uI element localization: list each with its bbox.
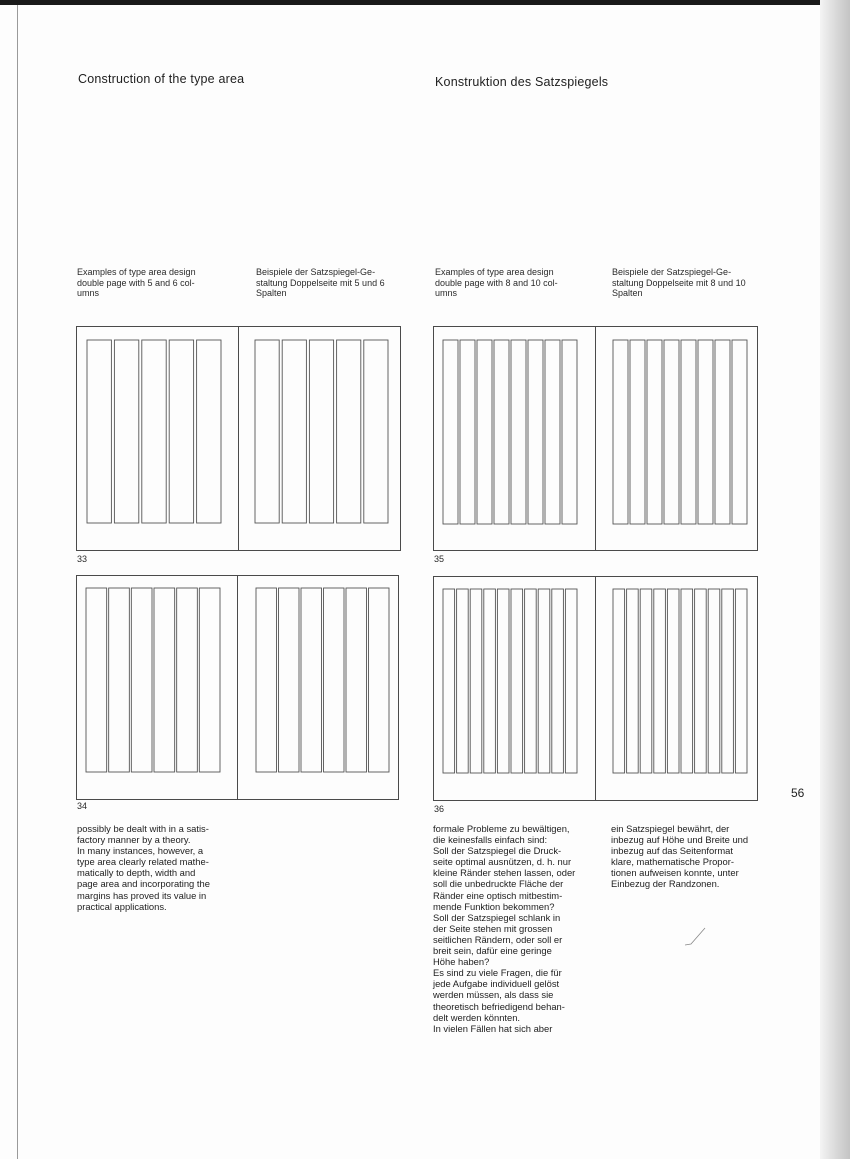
figure-36-double-page xyxy=(433,576,759,802)
type-column-right-3 xyxy=(640,589,652,773)
body-text-english: possibly be dealt with in a satis- factory manner by a theory. In many instances, however, a type area clearly related mathe- matically to depth, width and page area and incorporating the margins has proved its value in practical applications. xyxy=(77,823,210,912)
type-column-left-6 xyxy=(511,589,523,773)
type-column-right-8 xyxy=(732,340,747,524)
figure-number-34: 34 xyxy=(77,801,88,811)
type-column-right-2 xyxy=(627,589,639,773)
caption-examples-5-6-en: Examples of type area design double page with 5 and 6 col- umns xyxy=(77,267,196,299)
type-column-left-2 xyxy=(114,340,138,523)
type-column-left-2 xyxy=(109,588,130,772)
type-column-left-1 xyxy=(86,588,107,772)
body-text-german-col2: ein Satzspiegel bewährt, der inbezug auf Höhe und Breite und inbezug auf das Seitenformat klare, mathematische Propor- tionen aufweisen konnte, unter Einbezug der Randzonen. xyxy=(611,823,749,890)
body-text-german-col1: formale Probleme zu bewältigen, die keinesfalls einfach sind: Soll der Satzspiegel die Druck- seite optimal ausnützen, d. h. nur kleine Ränder stehen lassen, oder soll die unbedruckte Fläche der Ränder eine optisch mitbestim- mende Funktion bekommen? Soll der Satzspiegel schlank in der Seite stehen mit grossen seitlichen Rändern, oder soll er breit sein, dafür eine geringe Höhe haben? Es sind zu viele Fragen, die für jede Aufgabe individuell gelöst werden müssen, als dass sie theoretisch befriedigend behan- delt werden könnten. In vielen Fällen hat sich aber xyxy=(433,823,576,1034)
type-column-right-3 xyxy=(301,588,322,772)
figure-number-33: 33 xyxy=(77,554,88,564)
type-column-right-4 xyxy=(324,588,345,772)
type-column-right-1 xyxy=(613,589,625,773)
type-column-left-3 xyxy=(142,340,166,523)
type-column-right-7 xyxy=(695,589,707,773)
type-column-right-6 xyxy=(698,340,713,524)
type-column-left-2 xyxy=(460,340,475,524)
caption-examples-5-6-de: Beispiele der Satzspiegel-Ge- staltung Doppelseite mit 5 und 6 Spalten xyxy=(256,267,385,299)
type-column-right-6 xyxy=(369,588,390,772)
type-column-left-10 xyxy=(565,589,577,773)
type-column-left-4 xyxy=(169,340,193,523)
type-column-left-3 xyxy=(131,588,152,772)
page-gutter-shadow xyxy=(820,0,850,1159)
type-column-left-7 xyxy=(545,340,560,524)
type-column-left-2 xyxy=(457,589,469,773)
type-column-left-9 xyxy=(552,589,564,773)
scan-left-margin-line xyxy=(17,5,18,1159)
figure-34-double-page xyxy=(76,575,402,801)
pencil-mark xyxy=(683,926,713,948)
heading-english: Construction of the type area xyxy=(78,72,245,86)
type-column-right-3 xyxy=(647,340,662,524)
type-column-left-1 xyxy=(443,589,455,773)
type-column-right-5 xyxy=(681,340,696,524)
type-column-left-8 xyxy=(562,340,577,524)
type-column-left-8 xyxy=(538,589,550,773)
type-column-left-4 xyxy=(154,588,175,772)
type-column-right-7 xyxy=(715,340,730,524)
type-column-right-9 xyxy=(722,589,734,773)
type-column-left-5 xyxy=(177,588,198,772)
type-column-left-1 xyxy=(87,340,111,523)
heading-german: Konstruktion des Satzspiegels xyxy=(435,75,609,89)
type-column-right-1 xyxy=(255,340,279,523)
type-column-left-5 xyxy=(511,340,526,524)
type-column-right-4 xyxy=(654,589,666,773)
type-column-left-7 xyxy=(525,589,537,773)
type-column-right-6 xyxy=(681,589,693,773)
type-column-left-6 xyxy=(199,588,220,772)
caption-examples-8-10-de: Beispiele der Satzspiegel-Ge- staltung Doppelseite mit 8 und 10 Spalten xyxy=(612,267,746,299)
page-number: 56 xyxy=(791,786,805,800)
type-column-right-1 xyxy=(613,340,628,524)
type-column-left-1 xyxy=(443,340,458,524)
type-column-right-2 xyxy=(630,340,645,524)
type-column-left-3 xyxy=(477,340,492,524)
type-column-right-1 xyxy=(256,588,277,772)
type-column-right-5 xyxy=(346,588,367,772)
type-column-left-6 xyxy=(528,340,543,524)
type-column-right-5 xyxy=(667,589,679,773)
type-column-left-5 xyxy=(197,340,221,523)
type-column-right-4 xyxy=(664,340,679,524)
figure-33-double-page xyxy=(76,326,402,552)
caption-examples-8-10-en: Examples of type area design double page with 8 and 10 col- umns xyxy=(435,267,558,299)
type-column-left-5 xyxy=(497,589,509,773)
scan-top-edge xyxy=(0,0,850,5)
type-column-right-5 xyxy=(364,340,388,523)
type-column-left-4 xyxy=(484,589,496,773)
type-column-right-8 xyxy=(708,589,720,773)
type-column-right-4 xyxy=(337,340,361,523)
figure-number-35: 35 xyxy=(434,554,445,564)
figure-35-double-page xyxy=(433,326,759,552)
type-column-left-3 xyxy=(470,589,482,773)
type-column-right-3 xyxy=(309,340,333,523)
type-column-right-2 xyxy=(279,588,300,772)
type-column-right-10 xyxy=(735,589,747,773)
type-column-right-2 xyxy=(282,340,306,523)
figure-number-36: 36 xyxy=(434,804,445,814)
type-column-left-4 xyxy=(494,340,509,524)
